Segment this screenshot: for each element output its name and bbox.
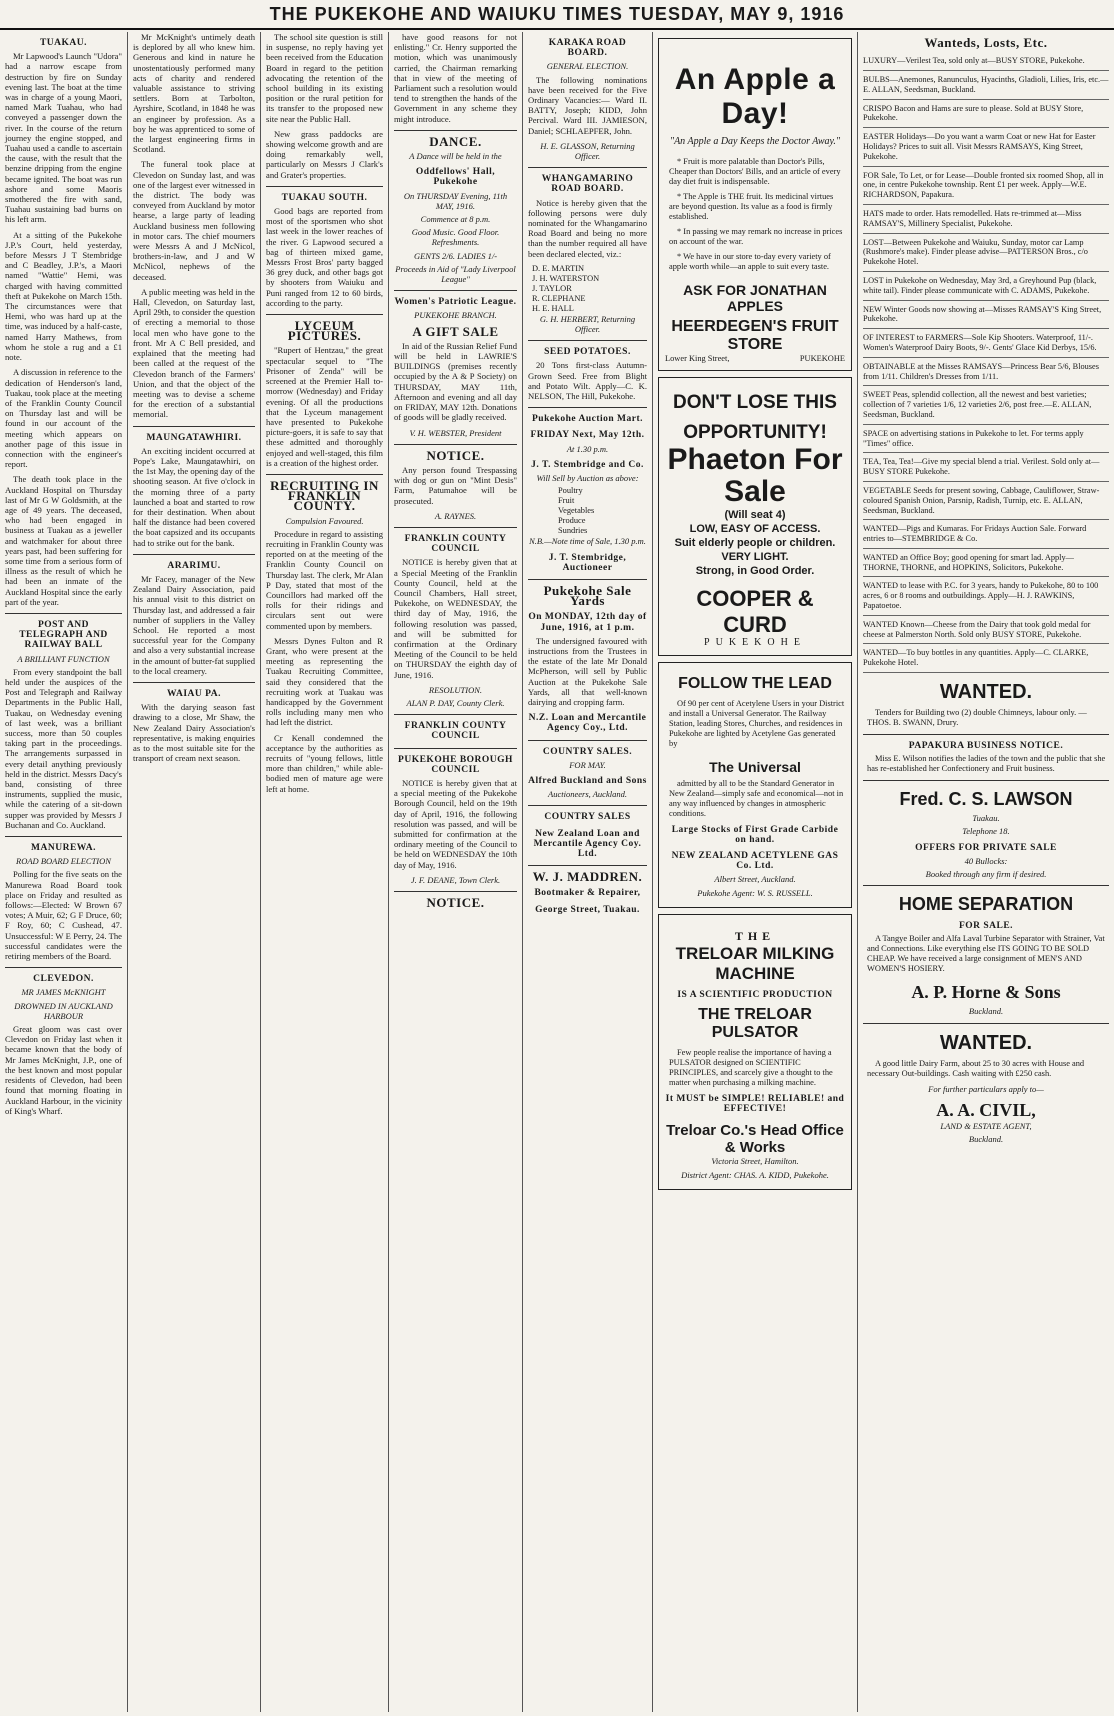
column-5 [523, 32, 653, 1712]
signature: A. RAYNES. [434, 510, 477, 521]
nominee: J. TAYLOR [532, 283, 572, 293]
signature: G. H. HERBERT, Returning Officer. [539, 313, 636, 335]
heading-notice: NOTICE. [426, 447, 485, 463]
divider [528, 805, 647, 806]
store-name: HEERDEGEN'S FRUIT STORE [671, 318, 839, 354]
signature: V. H. WEBSTER, President [409, 427, 502, 438]
phaeton-ad [658, 377, 852, 655]
classified-list [863, 52, 1109, 673]
article-paragraph: A discussion in reference to the dedication of Henderson's land, Tuakau, took place at the meeting of the Franklin County Council on Thursday last and will be found in our account of the meeting which appears on another page of this issue in connection with the engineer's report. [5, 367, 122, 470]
classified-ad: WANTED—To buy bottles in any quantities. Apply—C. CLARKE, Pukekohe Hotel. [863, 644, 1109, 673]
heading-franklin-council-2: FRANKLIN COUNTY COUNCIL [404, 721, 507, 742]
divider [394, 527, 517, 528]
universal: The Universal [709, 758, 801, 775]
dance-proceeds: Proceeds in Aid of "Lady Liverpool League" [395, 263, 516, 285]
signature: ALAN P. DAY, County Clerk. [406, 697, 505, 708]
phaeton-seats: (Will seat 4) [724, 509, 786, 522]
works-agent: District Agent: CHAS. A. KIDD, Pukekohe. [681, 1169, 829, 1180]
carbide: Large Stocks of First Grade Carbide on hand. [671, 824, 839, 845]
apple-item: * We have in our store to-day every variety of apple worth while—an apple to suit every taste. [669, 252, 831, 272]
classified-ad: CRISPO Bacon and Hams are sure to please. Sold at BUSY Store, Pukekohe. [863, 100, 1109, 129]
divider [528, 407, 647, 408]
wanted-heading: WANTED. [939, 681, 1033, 704]
heading-lyceum: LYCEUM PICTURES. [287, 318, 362, 344]
civil-town: Buckland. [968, 1134, 1004, 1145]
classified-ad: VEGETABLE Seeds for present sowing, Cabbage, Cauliflower, Straw-coloured Spanish Onion, Parsnip, Radish, Turnip, etc. E. ALLAN, Seedsman, Buckland. [863, 482, 1109, 520]
auction-time: At 1.30 p.m. [566, 443, 609, 454]
wanted-text: Tenders for Building two (2) double Chimneys, labour only. — THOS. B. SWANN, Drury. [867, 708, 1087, 728]
heading-dance: DANCE. [429, 133, 482, 149]
acetylene-ad [658, 662, 852, 908]
apple-item: * Fruit is more palatable than Doctor's Pills, Cheaper than Doctors' Bills, and an article of every day diet fruit is indispensable. [669, 157, 841, 187]
classified-ad: LOST—Between Pukekohe and Waiuku, Sunday, motor car Lamp (Rushmore's make). Finder please advise—PATTERSON Bros., c/o Pukekohe Hotel. [863, 234, 1109, 272]
phaeton-access: LOW, EASY OF ACCESS. [689, 523, 821, 536]
divider [528, 340, 647, 341]
heading-karaka: KARAKA ROAD BOARD. [548, 38, 627, 59]
divider [266, 474, 383, 475]
subheading-road-board: ROAD BOARD ELECTION [16, 856, 111, 867]
article-paragraph: Polling for the five seats on the Manurewa Road Board took place on Friday and resulted as follows:—Elected: W Brown 67 votes; A Muir, 62; G F Druce, 60; F Roy, 60; C Cushead, 47. Unsuccessful: W E Perry, 24. The successful candidates were the retiring members of the Board. [5, 869, 122, 962]
apple-item: * The Apple is THE fruit. Its medicinal virtues are beyond question. Its value as a food is firmly established. [669, 192, 834, 222]
maddren-trade: Bootmaker & Repairer, [534, 888, 641, 899]
notice-paragraph: Notice is hereby given that the following persons were duly nominated for the Whangamarino Road Board and being no more than the number required all have been declared elected, viz.: [528, 197, 647, 259]
apple-item: * In passing we may remark no increase in prices on account of the war. [669, 227, 843, 247]
article-paragraph: Cr Kenall condemned the acceptance by the authorities as recruits of "young fellows, little more than children," while able-bodied men of mature age were left at home. [266, 732, 383, 794]
article-paragraph: Great gloom was cast over Clevedon on Friday last when it became known that the body of Mr James McKnight, J.P., one of the best known and most popular residents of Clevedon, had been found that morning floating in Auckland Harbour, in the vicinity of King's Wharf. [5, 1024, 122, 1116]
column-4 [389, 32, 523, 1712]
divider [394, 891, 517, 892]
divider [528, 865, 647, 866]
subheading-drowned: DROWNED IN AUCKLAND HARBOUR [14, 1000, 113, 1021]
divider [266, 314, 383, 315]
divider [528, 740, 647, 741]
heading-ball: POST AND TELEGRAPH AND RAILWAY BALL [19, 619, 108, 651]
pulsator-text: Few people realise the importance of having a PULSATOR designed on SCIENTIFIC PRINCIPLES, and scarcely give a thought to the matter when purchasing a milking machine. [669, 1048, 833, 1088]
follow-lead: FOLLOW THE LEAD [678, 674, 832, 692]
lead-text: Of 90 per cent of Acetylene Users in your District and install a Universal Generator. The Railway Station, leading Stores, Churches, and residences in Pukekohe are lighted by Acetylene Gas generated by [669, 698, 845, 748]
article-paragraph: NOTICE is hereby given that at a Special Meeting of the Franklin County Council, held at the Council Chambers, Hall street, Pukekohe, on WEDNESDAY, the third day of May, 1916, the following resolution was passed, and will be submitted for confirmation at the Ordinary Meeting of the Council to be held on THURSDAY the eighth day of June, 1916. [394, 557, 517, 680]
pulsator-title: THE TRELOAR PULSATOR [698, 1006, 812, 1042]
auction-date: FRIDAY Next, May 12th. [530, 430, 645, 441]
classified-ad: SWEET Peas, splendid collection, all the newest and best varieties; collection of 7 varieties 1/6, 12 varieties 2/6, post free.—E. ALLAN, Seedsman, Buckland. [863, 386, 1109, 424]
opportunity: OPPORTUNITY! [683, 422, 827, 444]
notice-paragraph: The undersigned favoured with instructions from the Trustees in the estate of the late Mr Donald McPherson, will sell by Public Auction at the Pukekohe Sale Yards, all that well-known dairying and cropping farm. [528, 635, 647, 707]
nz-loan: N.Z. Loan and Mercantile Agency Coy., Ltd. [528, 713, 647, 734]
classified-ad: OF INTEREST to FARMERS—Sole Kip Shooters. Waterproof, 11/-. Women's Waterproof Dairy Boots, 9/-. Gents' Glace Kid Derbys, 15/6. [863, 329, 1109, 358]
divider [5, 613, 122, 614]
dance-music: Good Music. Good Floor. Refreshments. [411, 227, 500, 248]
goods-list [528, 486, 647, 536]
dance-date: On THURSDAY Evening, 11th MAY, 1916. [403, 190, 508, 211]
article-paragraph: The death took place in the Auckland Hospital on Thursday last of Mr G W Goldsmith, at the age of 49 years. The deceased, who had been engaged in business at Tuakau as a jeweller and watchmaker for about three years past, had been suffering for some time from a serious form of illness as the result of which he had been an inmate of the Auckland Hospital since the early part of the year. [5, 474, 122, 607]
article-paragraph: The school site question is still in suspense, no reply having yet been received from the Education Board in regard to the petition advocating the retention of the school building in its existing position or the rural petition for its transfer to the proposed new site near the Public Hall. [266, 32, 383, 124]
divider [528, 579, 647, 580]
heading-clevedon: CLEVEDON. [33, 974, 94, 985]
article-paragraph: Mr McKnight's untimely death is deplored by all who knew him. Generous and kind in nature he unostentatiously performed many acts of charity and rendered valuable assistance to striving settlers. Born at Tarbolton, Ayrshire, Scotland, in 1848 he was an engineer by profession. As a boy he was apprenticed to some of the largest engineering firms in Scotland. [133, 32, 255, 155]
home-text: A Tangye Boiler and Alfa Laval Turbine Separator with Strainer, Vat and Connections. Like everything else ITS GOING TO BE SOLD CHEAP. We have received a large consignment of MEN'S AND WOMEN'S HOSIERY. [867, 934, 1105, 974]
nominee-list [528, 264, 647, 314]
heading-franklin-council: FRANKLIN COUNTY COUNCIL [404, 533, 507, 555]
treloar-ad [658, 914, 852, 1190]
heading-recruiting: RECRUITING IN FRANKLIN COUNTY. [270, 477, 379, 514]
cooper-curd: COOPER & CURD [696, 586, 814, 638]
goods-item: Fruit [558, 496, 575, 506]
store-address: Lower King Street, [665, 354, 730, 364]
classified-ad: SPACE on advertising stations in Pukekohe to let. For terms apply "Times" office. [863, 425, 1109, 454]
heading-sale-yards: Pukekohe Sale Yards [543, 582, 632, 609]
home-separation: HOME SEPARATION [898, 894, 1074, 915]
article-paragraph: NOTICE is hereby given that at a special meeting of the Pukekohe Borough Council, held on the 19th day of April, 1916, the following resolution was passed, and will be submitted for confirmation at the ordinary meeting of the Council to be held on WEDNESDAY the 10th day of May, 1916. [394, 777, 517, 870]
column-7-classifieds [858, 32, 1114, 1712]
auctioneer: J. T. Stembridge and Co. [531, 459, 644, 470]
lawson-name: Fred. C. S. LAWSON [899, 789, 1073, 810]
article-paragraph: At a sitting of the Pukekohe J.P.'s Court, held yesterday, before Messrs J T Stembridge and C Beadley, J.P.'s, a Maori named "Wattie" Hemi, was charged with having committed theft at Pukekohe on March 15th. The circumstances were that Hemi, who was hard up at the time, was induced by a half-caste, named Harry Mathews, from whom he stole a rug and a £1 note. [5, 229, 122, 363]
classified-ad: TEA, Tea, Tea!—Give my special blend a trial. Verilest. Sold only at—BUSY STORE Pukekohe. [863, 453, 1109, 482]
phaeton-light: VERY LIGHT. [721, 551, 789, 564]
subheading-mcknight: MR JAMES McKNIGHT [21, 987, 106, 998]
classified-ad: OBTAINABLE at the Misses RAMSAYS—Princess Bear 5/6, Blouses from 1/11. Children's Dresses from 1/11. [863, 358, 1109, 387]
divider [394, 130, 517, 131]
phaeton-suit: Suit elderly people or children. [674, 537, 836, 550]
lawson-town: Tuakau. [972, 813, 1000, 824]
treloar-title: TRELOAR MILKING MACHINE [675, 943, 835, 983]
article-paragraph: Any person found Trespassing with dog or gun on "Mint Desis" Farm, Patumahoe will be prosecuted. [394, 464, 517, 506]
cooper-town: PUKEKOHE [704, 637, 806, 649]
classified-ad: BULBS—Anemones, Ranunculus, Hyacinths, Gladioli, Lilies, Iris, etc.—E. ALLAN, Seedsman, Buckland. [863, 71, 1109, 100]
notice-paragraph: 20 Tons first-class Autumn-Grown Seed. Free from Blight and Potato Wilt. Apply—C. K. NELSON, The Hill, Pukekohe. [528, 360, 647, 402]
heading-gift-sale: A GIFT SALE [412, 323, 499, 339]
classified-ad: WANTED Known—Cheese from the Dairy that took gold medal for cheese at Palmerston North. Sold only BUSY STORE, Pukekohe. [863, 616, 1109, 645]
heading-notice-2: NOTICE. [426, 895, 485, 911]
masthead: THE PUKEKOHE AND WAIUKU TIMES TUESDAY, MAY 9, 1916 [0, 0, 1114, 30]
article-paragraph: An exciting incident occurred at Pope's Lake, Maungatawhiri, on the 1st May, the opening day of the shooting season. At five o'clock in the morning three of a party launched a boat and started to row for their destination. When about half the distance had been covered the boat capsized and its occupants had to strike out for the bank. [133, 445, 255, 548]
divider [863, 1023, 1109, 1024]
article-paragraph: In aid of the Russian Relief Fund will be held in LAWRIE'S BUILDINGS (premises recently occupied by the A & P Society) on THURSDAY, MAY 11th, Afternoon and evening and all day on FRIDAY, MAY 12th. Donations of goods will be gladly received. [394, 340, 517, 423]
notice-paragraph: The following nominations have been received for the Five Ordinary Vacancies:— Ward II. BATTY, Joseph; KIDD, John Percival. Ward III. JAMIESON, Daniel; SCHLAEPFER, John. [528, 74, 647, 136]
lawson-phone: Telephone 18. [962, 826, 1010, 837]
goods-item: Poultry [558, 486, 583, 496]
divider [133, 682, 255, 683]
heading-country-sales: COUNTRY SALES. [542, 746, 633, 757]
apple-subtitle: "An Apple a Day Keeps the Doctor Away." [669, 136, 841, 147]
divider [5, 967, 122, 968]
column-2 [128, 32, 261, 1712]
divider [863, 734, 1109, 735]
apple-ad [658, 38, 852, 371]
heading-waiau-pa: WAIAU PA. [167, 688, 221, 699]
classified-ad: WANTED to lease with P.C. for 3 years, handy to Pukekohe, 80 to 100 acres, 6 or 8 rooms and outbuildings. Apply—H. J. RAWKINS, Papatoetoe. [863, 577, 1109, 615]
dance-hall: Oddfellows' Hall, Pukekohe [415, 167, 496, 188]
buckland-line: Auctioneers, Auckland. [548, 789, 627, 800]
apple-list [665, 157, 845, 272]
heading-manurewa: MANUREWA. [31, 843, 96, 854]
dance-time: Commence at 8 p.m. [420, 214, 491, 225]
heading-tuakau-south: TUAKAU SOUTH. [281, 192, 368, 203]
treloar-the: THE [734, 928, 776, 943]
column-3 [261, 32, 389, 1712]
divider [528, 167, 647, 168]
column-1 [0, 32, 128, 1712]
divider [863, 780, 1109, 781]
nz-acetylene: NEW ZEALAND ACETYLENE GAS Co. Ltd. [671, 851, 839, 872]
for-sale: FOR SALE. [958, 921, 1014, 932]
phaeton-title: Phaeton For Sale [667, 443, 843, 509]
divider [133, 554, 255, 555]
divider [394, 748, 517, 749]
heading-tuakau: TUAKAU. [39, 38, 88, 48]
heading-wanteds: Wanteds, Losts, Etc. [924, 35, 1048, 50]
goods-item: Produce [558, 516, 586, 526]
lawson-booked: Booked through any firm if desired. [925, 869, 1047, 880]
wanted-heading-2: WANTED. [939, 1031, 1033, 1054]
heading-seed-potatoes: SEED POTATOES. [544, 347, 631, 358]
dance-line: A Dance will be held in the [409, 151, 502, 162]
heading-patriotic: Women's Patriotic League. [394, 297, 517, 308]
subheading-ball: A BRILLIANT FUNCTION [17, 653, 110, 664]
signature: H. E. GLASSON, Returning Officer. [540, 140, 635, 162]
article-paragraph: have good reasons for not enlisting." Cr. Henry supported the motion, which was unanimously carried, the Chairman remarking that in view of the meeting of Parliament such a resolution would tend to strengthen the hands of the Government in any scheme they might introduce. [394, 32, 517, 124]
column-6-ads [653, 32, 858, 1712]
buckland-sons: Alfred Buckland and Sons [528, 775, 647, 786]
auction-line: Will Sell by Auction as above: [536, 473, 639, 484]
article-paragraph: The funeral took place at Clevedon on Sunday last, and was one of the largest ever witnessed in the district. The body was conveyed from Auckland by motor hearse, a large party of leading Auckland business men following in motor cars. The chief mourners were Messrs A and J McNicol, brothers-in-law, and J and W McNicol, nephews of the deceased. [133, 159, 255, 282]
article-paragraph: "Rupert of Hentzau," the great spectacular sequel to "The Prisoner of Zenda" will be screened at the Premier Hall to-morrow (Wednesday) and Friday evening. Of all the productions that the Lyceum management have presented to Pukekohe picture-goers, it is safe to say that these admitted and thoroughly enjoyed and well-staged, this film is a creation of the highest order. [266, 345, 383, 468]
divider [266, 186, 383, 187]
maddren-address: George Street, Tuakau. [535, 904, 640, 915]
horne-town: Buckland. [968, 1006, 1004, 1017]
divider [394, 714, 517, 715]
divider [863, 885, 1109, 886]
nominee: J. H. WATERSTON [532, 273, 600, 283]
auction-note: N.B.—Note time of Sale, 1.30 p.m. [529, 536, 646, 547]
nz-loan-2: New Zealand Loan and Mercantile Agency Coy. Ltd. [533, 828, 642, 859]
classified-ad: WANTED an Office Boy; good opening for smart lad. Apply—THORNE, THORNE, and HOPKINS, Solicitors, Pukekohe. [863, 549, 1109, 578]
heading-borough-council: PUKEKOHE BOROUGH COUNCIL [398, 754, 513, 775]
classified-ad: LUXURY—Verilest Tea, sold only at—BUSY STORE, Pukekohe. [863, 52, 1109, 71]
subheading-election: GENERAL ELECTION. [546, 61, 629, 72]
store-town: PUKEKOHE [799, 354, 845, 364]
heading-country-sales-2: COUNTRY SALES [544, 812, 631, 823]
horne-sons: A. P. Horne & Sons [911, 982, 1061, 1003]
goods-item: Vegetables [558, 506, 595, 516]
divider [5, 836, 122, 837]
particulars: For further particulars apply to— [928, 1083, 1044, 1094]
nominee: D. E. MARTIN [532, 263, 585, 273]
classified-ad: WANTED—Pigs and Kumaras. For Fridays Auction Sale. Forward entries to—STEMBRIDGE & Co. [863, 520, 1109, 549]
lawson-offers: OFFERS FOR PRIVATE SALE [915, 842, 1057, 853]
heading-ararimu: ARARIMU. [167, 560, 221, 571]
heading-auction-mart: Pukekohe Auction Mart. [531, 414, 643, 425]
article-paragraph: Messrs Dynes Fulton and R Grant, who were present at the meeting as representing the Tuakau Recruiting Committee, said they considered that the recruiting work at Tuakau was handicapped by the Government rolls including many men who had left the district. [266, 635, 383, 728]
classified-ad: EASTER Holidays—Do you want a warm Coat or new Hat for Easter Holidays? Prices to suit all. Visit Messrs RAMSAYS, King Street, Pukekohe. [863, 128, 1109, 166]
dont-lose: DON'T LOSE THIS [673, 392, 837, 414]
maddren: W. J. MADDREN. [532, 869, 643, 885]
classified-ad: FOR Sale, To Let, or for Lease—Double fronted six roomed Shop, all in one, in centre Pukekohe township. Rent £1 per week. Apply—W.E. RICHARDSON, Papakura. [863, 167, 1109, 205]
goods-item: Sundries [558, 526, 588, 536]
subheading-branch: PUKEKOHE BRANCH. [414, 310, 497, 321]
auctioneer-signature: J. T. Stembridge, Auctioneer [548, 552, 627, 573]
nominee: R. CLEPHANE [532, 293, 586, 303]
classified-ad: HATS made to order. Hats remodelled. Hats re-trimmed at—Miss RAMSAY'S, Millinery Specialist, Pukekohe. [863, 205, 1109, 234]
nz-acetylene-address: Albert Street, Auckland. [714, 874, 796, 885]
papakura-text: Miss E. Wilson notifies the ladies of the town and the public that she has re-established her Confectionery and Fruit business. [867, 754, 1106, 774]
article-paragraph: From every standpoint the ball held under the auspices of the Post and Telegraph and Railway Departments in the Public Hall, Tuakau, on Wednesday evening of last week, was a brilliant success, more than 50 couples taking part in the proceedings. The arrangements surpassed in every detail anything previously held in the district. Messrs Dacy's band, consisting of three instruments, supplied the music, while the catering of a sit-down supper was provided by Messrs J Buchanan and Co. Auckland. [5, 666, 122, 830]
article-paragraph: With the darying season fast drawing to a close, Mr Shaw, the New Zealand Dairy Association's representative, is making enquiries as to the most suitable site for the transport of cream next season. [133, 702, 255, 764]
works-address: Victoria Street, Hamilton. [711, 1156, 799, 1167]
nz-acetylene-agent: Pukekohe Agent: W. S. RUSSELL. [697, 887, 813, 898]
heading-whangamarino: WHANGAMARINO ROAD BOARD. [541, 174, 634, 195]
wanted-text-2: A good little Dairy Farm, about 25 to 30 acres with House and necessary Out-buildings. Cash waiting with £250 cash. [867, 1058, 1085, 1078]
sale-date: On MONDAY, 12th day of June, 1916, at 1 p.m. [528, 612, 647, 633]
divider [394, 444, 517, 445]
subheading-compulsion: Compulsion Favoured. [285, 515, 364, 526]
country-sales-month: FOR MAY. [569, 759, 606, 770]
article-paragraph: New grass paddocks are showing welcome growth and are doing remarkably well, particularly on Messrs J Clark's and Grater's properties. [266, 128, 383, 180]
pulsator-simple: It MUST be SIMPLE! RELIABLE! and EFFECTIVE! [665, 1094, 845, 1115]
divider [133, 426, 255, 427]
article-paragraph: Mr Facey, manager of the New Zealand Dairy Association, paid his annual visit to this district on Thursday last, and addressed a fair number of suppliers in the Valley School. He reported a most successful year for the Company and also a very substantial increase in the amount of butter-fat supplied to the local creamery. [133, 573, 255, 676]
signature: J. F. DEANE, Town Clerk. [410, 874, 501, 885]
apple-title: An Apple a Day! [674, 63, 836, 130]
classified-ad: NEW Winter Goods now showing at—Misses RAMSAY'S King Street, Pukekohe. [863, 301, 1109, 330]
article-paragraph: A public meeting was held in the Hall, Clevedon, on Saturday last, April 29th, to consider the question of erecting a memorial to those local men who have gone to the front. Mr A C Bell presided, and explained that the meeting had been called at the request of the Clevedon branch of the Farmers' Union, and that the object of the meeting was to devise a scheme for the erection of a substantial memorial. [133, 286, 255, 420]
subheading-resolution: RESOLUTION. [428, 684, 483, 695]
lawson-bullocks: 40 Bullocks: [964, 855, 1008, 866]
jonathan-heading: ASK FOR JONATHAN APPLES [683, 282, 827, 315]
universal-text: admitted by all to be the Standard Generator in New Zealand—simply safe and economical—not in any way influenced by changes in atmospheric conditions. [669, 778, 844, 818]
article-paragraph: Mr Lapwood's Launch "Udora" had a narrow escape from destruction by fire on Sunday evening last. The boat at the time was in charge of a young Maori, named Mark Tuahau, who had conveyed a passenger down the river. In the course of the return journey the engine stopped, and Tuahau used a candle to ascertain the cause, with the result that the benzine dripping from the engine became ignited. The boat was run ashore and some Maoris smothered the fire with sand, Tuahau sustaining bad burns on his left arm. [5, 51, 122, 225]
civil-title: LAND & ESTATE AGENT, [940, 1120, 1032, 1131]
dance-prices: GENTS 2/6. LADIES 1/- [413, 250, 498, 261]
treloar-scientific: IS A SCIENTIFIC PRODUCTION [677, 989, 833, 1000]
heading-maungatawhiri: MAUNGATAWHIRI. [146, 432, 242, 443]
article-paragraph: Good bags are reported from most of the sportsmen who shot last week in the lower reaches of the river. G Lapwood secured a bag of thirteen mixed game, Messrs Frost Bros' party bagged 36 grey duck, and other bags got by shooters from Waiuku and Puni ranged from 12 to 60 birds, according to the party. [266, 206, 383, 308]
works-title: Treloar Co.'s Head Office & Works [666, 1122, 844, 1157]
divider [394, 290, 517, 291]
classified-ad: LOST in Pukekohe on Wednesday, May 3rd, a Greyhound Pup (black, white tail). Finder please communicate with C. ADAMS, Pukekohe. [863, 272, 1109, 301]
store-address-line [665, 354, 845, 364]
phaeton-strong: Strong, in Good Order. [695, 565, 815, 578]
civil-name: A. A. CIVIL, [936, 1099, 1036, 1120]
nominee: H. E. HALL [532, 303, 574, 313]
article-paragraph: Procedure in regard to assisting recruiting in Franklin County was reported on at the meeting of the Franklin County Council on Thursday last. The clerk, Mr Alan P Day, stated that most of the Councillors had marked off the rolls for their ridings and circulars sent out were commented upon by members. [266, 528, 383, 631]
papakura-heading: PAPAKURA BUSINESS NOTICE. [908, 741, 1064, 752]
